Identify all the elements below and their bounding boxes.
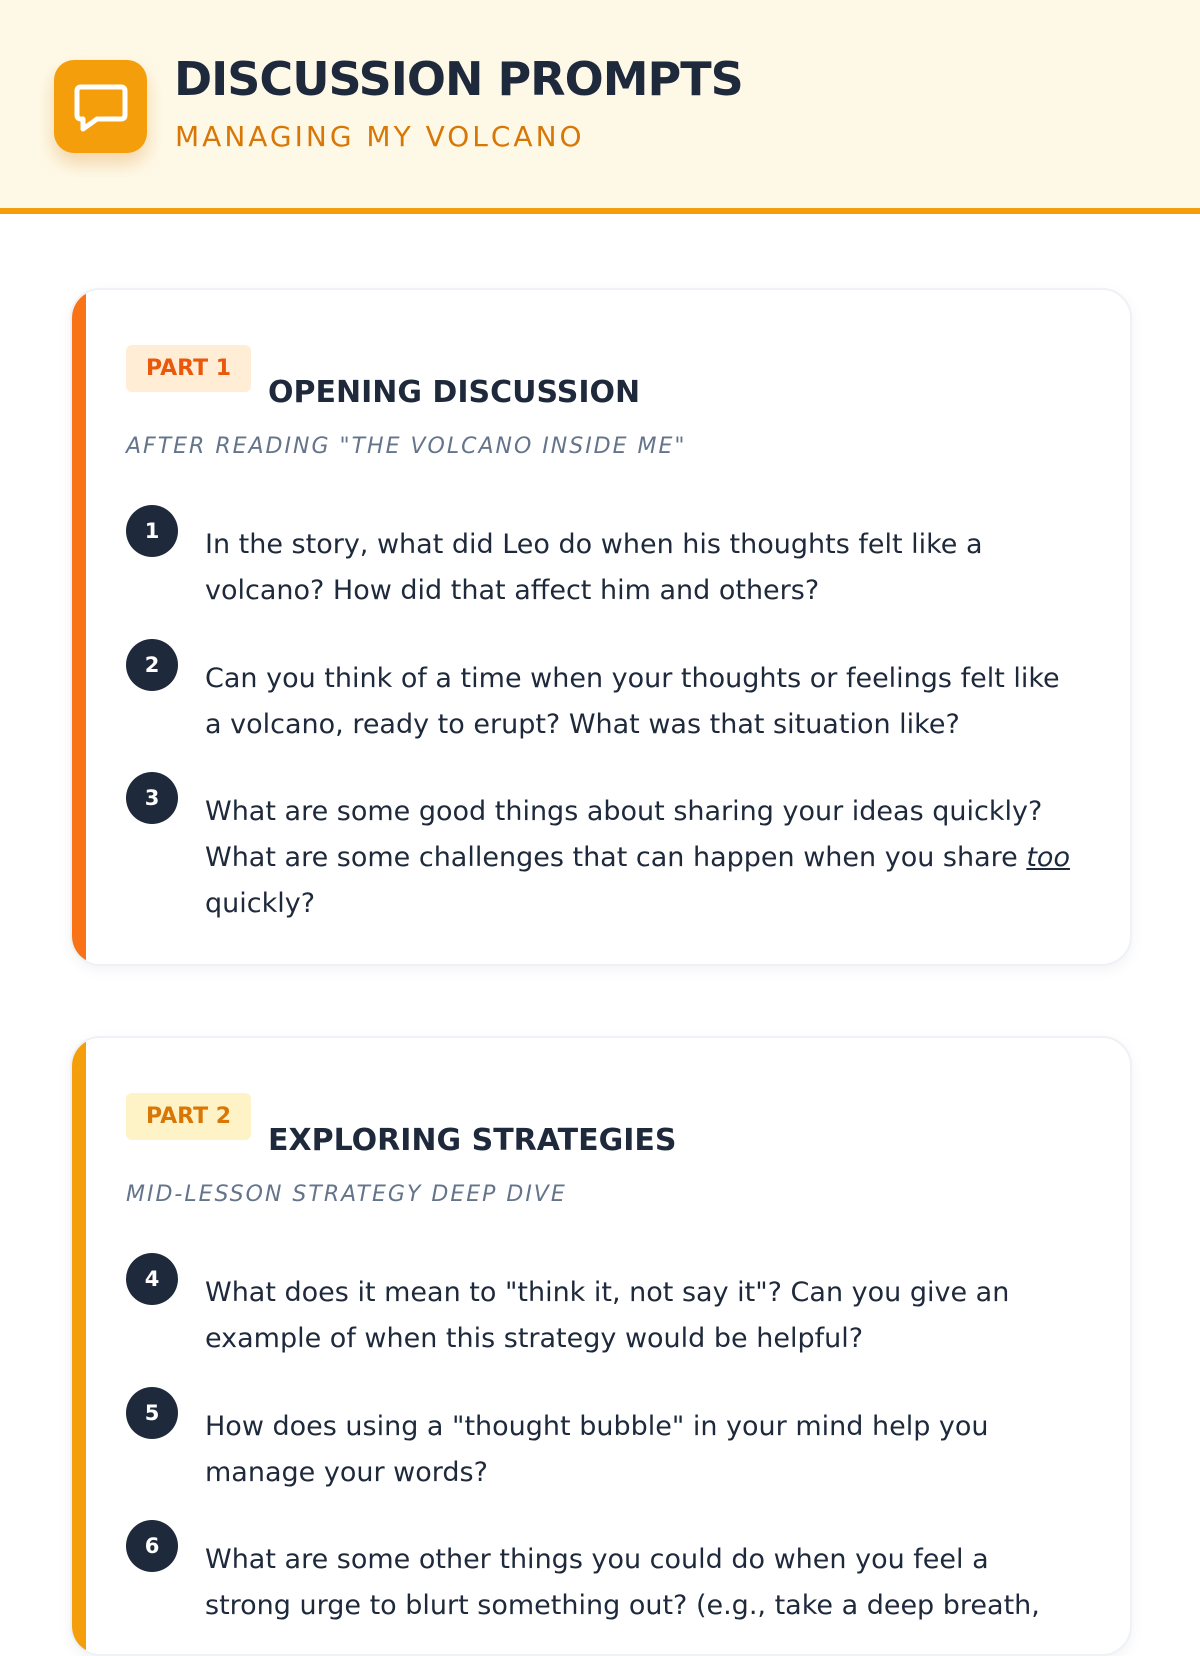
section-kicker: MID-LESSON STRATEGY DEEP DIVE xyxy=(126,1182,567,1207)
section-kicker: AFTER READING "THE VOLCANO INSIDE ME" xyxy=(126,434,687,459)
question-text-main: What are some good things about sharing your ideas quickly? What are some challenges that can happen when you share xyxy=(205,796,1043,873)
page-header xyxy=(0,0,1200,214)
question-text: What does it mean to "think it, not say it"? Can you give an example of when this strategy would be helpful? xyxy=(205,1277,1010,1354)
question-number-badge: 5 xyxy=(126,1387,178,1439)
emphasized-word: too xyxy=(1026,842,1070,873)
question-number-badge: 4 xyxy=(126,1253,178,1305)
question-text: How does using a "thought bubble" in your mind help you manage your words? xyxy=(205,1411,989,1488)
part-badge: PART 1 xyxy=(126,345,251,392)
question-text-end: quickly? xyxy=(205,888,316,919)
question-text: What are some other things you could do when you feel a strong urge to blurt something out? (e.g., take a deep breath, xyxy=(205,1544,1040,1621)
discussion-section-part-1 xyxy=(70,288,1132,966)
page-subtitle: MANAGING MY VOLCANO xyxy=(175,120,585,153)
discussion-section-part-2 xyxy=(70,1036,1132,1656)
section-title: OPENING DISCUSSION xyxy=(268,374,641,410)
page-title: DISCUSSION PROMPTS xyxy=(174,52,743,106)
question-number-badge: 2 xyxy=(126,639,178,691)
question-number-badge: 1 xyxy=(126,505,178,557)
question-number-badge: 6 xyxy=(126,1520,178,1572)
question-text: In the story, what did Leo do when his thoughts felt like a volcano? How did that affect him and others? xyxy=(205,529,983,606)
speech-bubble-icon xyxy=(54,60,147,153)
question-text xyxy=(205,789,1075,927)
question-number-badge: 3 xyxy=(126,772,178,824)
question-text: Can you think of a time when your thoughts or feelings felt like a volcano, ready to erupt? What was that situation like? xyxy=(205,663,1060,740)
section-title: EXPLORING STRATEGIES xyxy=(268,1122,677,1158)
part-badge: PART 2 xyxy=(126,1093,251,1140)
